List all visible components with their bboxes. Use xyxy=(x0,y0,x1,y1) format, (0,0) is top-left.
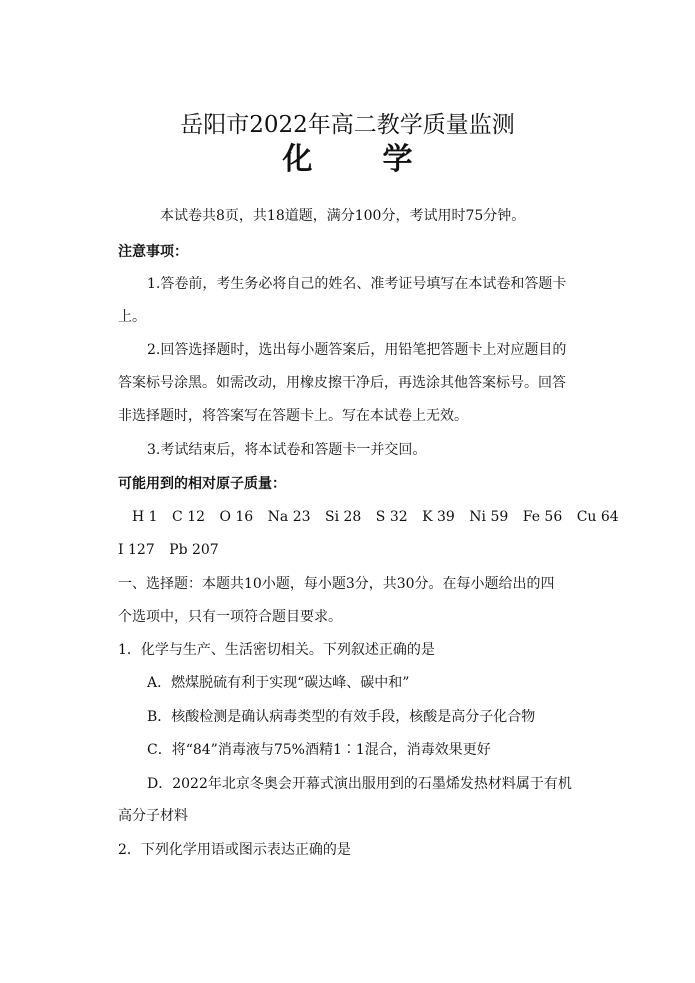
exam-intro: 本试卷共8页，共18道题，满分100分，考试用时75分钟。 xyxy=(160,208,526,224)
atomic-mass-row-2 xyxy=(118,540,229,560)
atomic-mass-h: H 1 xyxy=(132,509,158,525)
atomic-mass-row-1 xyxy=(132,507,629,527)
atomic-mass-cu: Cu 64 xyxy=(576,509,619,525)
notice-heading: 注意事项： xyxy=(118,244,188,260)
atomic-mass-pb: Pb 207 xyxy=(169,542,219,558)
question-1-stem: 1．化学与生产、生活密切相关。下列叙述正确的是 xyxy=(118,642,435,658)
question-2-stem: 2．下列化学用语或图示表达正确的是 xyxy=(118,842,351,858)
notice-item-2-line-1: 2.回答选择题时，选出每小题答案后，用铅笔把答题卡上对应题目的 xyxy=(147,342,567,358)
atomic-mass-fe: Fe 56 xyxy=(522,509,563,525)
subject-title-right: 学 xyxy=(382,142,413,177)
notice-item-2-line-2: 答案标号涂黑。如需改动，用橡皮擦干净后，再选涂其他答案标号。回答 xyxy=(118,375,566,391)
atomic-mass-ni: Ni 59 xyxy=(469,509,509,525)
section-1-line-2: 个选项中，只有一项符合题目要求。 xyxy=(118,609,342,625)
notice-item-1-line-2: 上。 xyxy=(118,309,146,325)
atomic-mass-heading: 可能用到的相对原子质量： xyxy=(118,476,286,492)
atomic-mass-o: O 16 xyxy=(219,509,254,525)
subject-title xyxy=(0,140,695,180)
exam-title: 岳阳市2022年高二教学质量监测 xyxy=(180,112,515,138)
atomic-mass-s: S 32 xyxy=(375,509,408,525)
question-1-option-d-line-1: D．2022年北京冬奥会开幕式演出服用到的石墨烯发热材料属于有机 xyxy=(147,776,572,792)
atomic-mass-na: Na 23 xyxy=(267,509,311,525)
notice-item-3: 3.考试结束后，将本试卷和答题卡一并交回。 xyxy=(147,442,427,458)
notice-item-2-line-3: 非选择题时，将答案写在答题卡上。写在本试卷上无效。 xyxy=(118,408,468,424)
question-1-option-b: B．核酸检测是确认病毒类型的有效手段，核酸是高分子化合物 xyxy=(147,709,536,725)
question-1-option-c: C．将“84”消毒液与75%酒精1∶1混合，消毒效果更好 xyxy=(147,742,491,758)
atomic-mass-si: Si 28 xyxy=(325,509,362,525)
atomic-mass-k: K 39 xyxy=(422,509,455,525)
subject-title-left: 化 xyxy=(282,142,313,177)
atomic-mass-i: I 127 xyxy=(118,542,155,558)
section-1-line-1: 一、选择题：本题共10小题，每小题3分，共30分。在每小题给出的四 xyxy=(118,576,555,592)
question-1-option-a: A．燃煤脱硫有利于实现“碳达峰、碳中和” xyxy=(147,675,410,691)
question-1-option-d-line-2: 高分子材料 xyxy=(118,808,188,824)
notice-item-1-line-1: 1.答卷前，考生务必将自己的姓名、准考证号填写在本试卷和答题卡 xyxy=(147,276,567,292)
atomic-mass-c: C 12 xyxy=(172,509,206,525)
